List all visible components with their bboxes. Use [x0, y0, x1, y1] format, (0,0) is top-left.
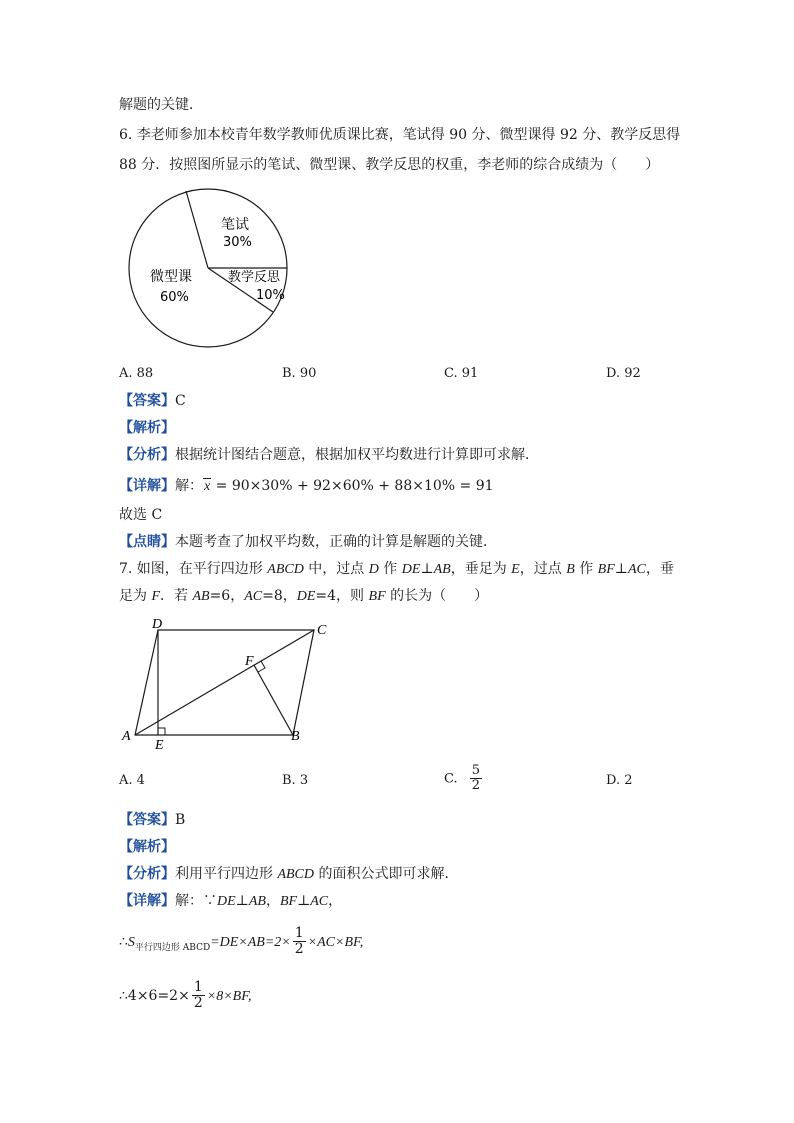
- vertex-label-d: D: [152, 617, 163, 632]
- q7-text: ，垂: [645, 561, 674, 577]
- step1-expression-tail: ×AC×BF,: [307, 934, 364, 950]
- vertex-label-b: B: [291, 729, 300, 744]
- pie-divider-top: [186, 191, 208, 268]
- fenxi-tag: 【分析】: [119, 447, 175, 463]
- option-c-prefix: C.: [444, 771, 458, 787]
- q6-fenxi-line: [119, 446, 539, 464]
- q6-option-a: A. 88: [119, 366, 154, 381]
- area-symbol: S: [127, 934, 135, 950]
- diagonal-ac: [135, 630, 314, 735]
- q7-xiangjie-text: 解：∵: [175, 893, 217, 909]
- q7-xiangjie-text: ⊥: [235, 893, 249, 909]
- q7-xiangjie-math: AB: [248, 894, 266, 909]
- q7-text: =6，: [209, 588, 245, 604]
- slice-label-written: 笔试: [221, 217, 249, 233]
- q7-math: BF: [597, 562, 615, 577]
- q7-xiangjie-line: [119, 892, 342, 911]
- q7-math: E: [511, 562, 520, 577]
- q6-answer: C: [175, 393, 186, 409]
- fenxi-tag: 【分析】: [119, 866, 175, 882]
- answer-tag: 【答案】: [119, 812, 175, 828]
- q7-text: ，过点: [519, 561, 567, 577]
- q7-analysis-tag: [119, 838, 175, 856]
- q7-fenxi-text: 利用平行四边形: [175, 866, 278, 882]
- q7-math: AC: [244, 589, 263, 604]
- step2-expression: ∴4×6=2×: [119, 987, 190, 1004]
- q7-answer: B: [175, 812, 186, 828]
- q6-dianjing-line: [119, 533, 497, 551]
- q7-fenxi-text: 的面积公式即可求解．: [314, 866, 459, 882]
- slice-percent-reflection: 10%: [256, 288, 285, 303]
- vertex-label-c: C: [317, 623, 327, 638]
- q7-option-d: D. 2: [606, 773, 633, 788]
- q6-xiangjie-prefix: 解：: [175, 478, 203, 494]
- step2-expression-tail: ×8×BF,: [206, 988, 252, 1004]
- q7-text: =4，则: [315, 588, 369, 604]
- fraction-denominator: 2: [294, 941, 304, 958]
- step1-expression: =DE×AB=2×: [210, 934, 291, 950]
- fraction-numerator: 5: [471, 763, 481, 778]
- fraction-five-halves: [470, 764, 482, 794]
- dianjing-tag: 【点睛】: [119, 534, 175, 550]
- q6-fenxi: 根据统计图结合题意，根据加权平均数进行计算即可求解．: [175, 447, 539, 463]
- q7-option-a: A. 4: [119, 773, 145, 788]
- q7-xiangjie-text: ⊥: [297, 893, 311, 909]
- q7-text: ⊥: [614, 561, 628, 577]
- fraction-denominator: 2: [471, 778, 481, 794]
- q7-text: 中，过点: [303, 561, 369, 577]
- q7-math: AB: [192, 589, 210, 604]
- q7-xiangjie-text: ，: [328, 893, 343, 909]
- q7-parallelogram-figure: [118, 612, 338, 752]
- q7-xiangjie-math: AC: [310, 894, 329, 909]
- vertex-label-a: A: [122, 729, 131, 744]
- q7-text: =8，: [262, 588, 297, 604]
- q7-xiangjie-math: BF: [279, 894, 298, 909]
- x-bar-symbol: x: [204, 479, 211, 494]
- q7-math: DE: [296, 589, 316, 604]
- q7-text: 作: [378, 561, 402, 577]
- fraction-numerator: 1: [294, 925, 304, 941]
- q6-stem-line2: 88 分．按照图所显示的笔试、微型课、教学反思的权重，李老师的综合成绩为（ ）: [119, 157, 660, 173]
- q7-math: ABCD: [267, 562, 304, 577]
- q7-stem-line2: [119, 587, 488, 606]
- q7-math: F: [151, 589, 161, 604]
- fraction-numerator: 1: [193, 979, 203, 995]
- q7-fenxi-math: ABCD: [277, 867, 315, 882]
- slice-percent-written: 30%: [223, 235, 252, 250]
- analysis-tag: 【解析】: [119, 839, 175, 855]
- q7-option-b: B. 3: [282, 773, 309, 788]
- q7-step2-line: [119, 980, 251, 1012]
- q7-text: 足为: [119, 588, 152, 604]
- q6-conclusion: 故选 C: [119, 507, 163, 523]
- q7-text: ．若: [160, 588, 193, 604]
- slice-label-reflection: 教学反思: [228, 270, 281, 285]
- q7-text: 7. 如图，在平行四边形: [119, 561, 268, 577]
- slice-percent-micro: 60%: [160, 290, 189, 305]
- q7-xiangjie-text: ，: [265, 893, 280, 909]
- q7-math: AC: [627, 562, 646, 577]
- q7-text: 作: [574, 561, 598, 577]
- xiangjie-tag: 【详解】: [119, 478, 175, 494]
- q7-xiangjie-math: DE: [217, 894, 236, 909]
- q7-step1-line: [119, 926, 363, 958]
- point-label-e: E: [155, 738, 164, 752]
- q6-answer-line: [119, 392, 186, 410]
- therefore-symbol: ∴: [119, 933, 128, 950]
- q6-dianjing: 本题考查了加权平均数，正确的计算是解题的关键．: [175, 534, 497, 550]
- fraction-one-half: [192, 980, 205, 1012]
- q7-answer-line: [119, 811, 185, 829]
- q7-math: AB: [433, 562, 451, 577]
- slice-label-micro: 微型课: [150, 269, 192, 285]
- carryover-text: 解题的关键．: [119, 97, 203, 113]
- answer-tag: 【答案】: [119, 393, 175, 409]
- q6-pie-chart: [125, 184, 305, 354]
- q6-option-c: C. 91: [444, 366, 479, 381]
- q7-option-c: [444, 764, 484, 794]
- q6-option-b: B. 90: [282, 366, 317, 381]
- q7-math: DE: [401, 562, 421, 577]
- analysis-tag: 【解析】: [119, 420, 175, 436]
- q7-stem-line1: [119, 560, 674, 579]
- xiangjie-tag: 【详解】: [119, 893, 175, 909]
- fraction-denominator: 2: [193, 995, 203, 1012]
- q6-xiangjie-line: [119, 477, 494, 496]
- q7-math: BF: [368, 589, 386, 604]
- segment-bf: [254, 665, 293, 735]
- q6-option-d: D. 92: [606, 366, 641, 381]
- q6-analysis-tag: [119, 419, 175, 437]
- point-label-f: F: [245, 654, 254, 669]
- q7-math: B: [566, 562, 575, 577]
- q6-stem-line1: 6. 李老师参加本校青年数学教师优质课比赛，笔试得 90 分、微型课得 92 分、教学反思得: [119, 127, 681, 143]
- fraction-one-half: [293, 926, 306, 958]
- q7-math: D: [368, 562, 379, 577]
- right-angle-mark-e: [158, 728, 165, 735]
- q7-fenxi-line: [119, 865, 458, 884]
- q7-text: ⊥: [420, 561, 434, 577]
- q7-text: 的长为（ ）: [385, 588, 489, 604]
- area-subscript: 平行四边形 ABCD: [134, 942, 211, 953]
- q7-text: ，垂足为: [450, 561, 512, 577]
- q6-formula: = 90×30% + 92×60% + 88×10% = 91: [211, 478, 494, 494]
